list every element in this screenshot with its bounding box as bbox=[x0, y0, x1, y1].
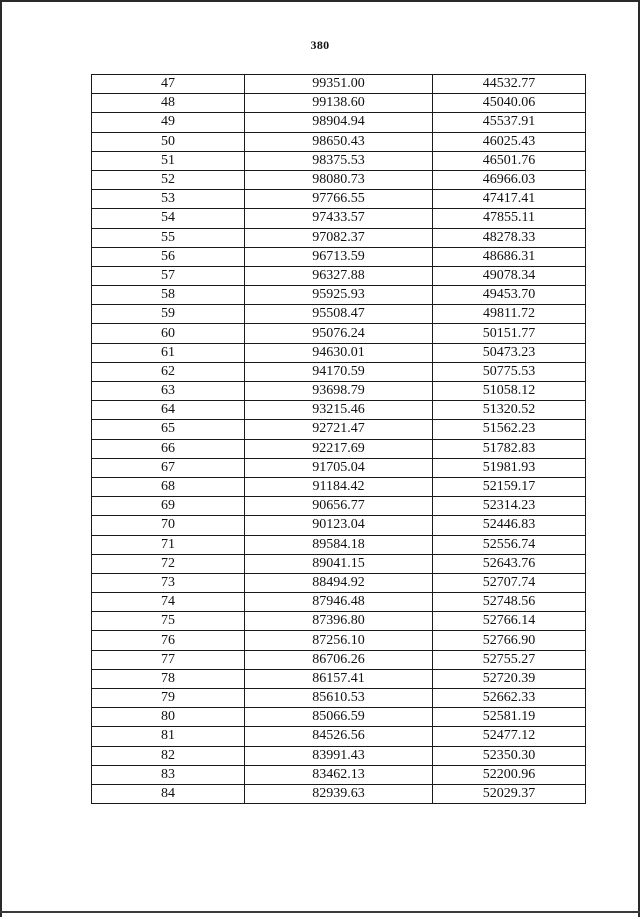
value-b-cell: 52748.56 bbox=[433, 593, 586, 612]
row-index-cell: 60 bbox=[92, 324, 245, 343]
table-row bbox=[92, 113, 586, 132]
table-row bbox=[92, 132, 586, 151]
row-index-cell: 50 bbox=[92, 132, 245, 151]
row-index-cell: 63 bbox=[92, 382, 245, 401]
value-a-cell: 98080.73 bbox=[245, 170, 433, 189]
row-index-cell: 56 bbox=[92, 247, 245, 266]
value-a-cell: 91705.04 bbox=[245, 458, 433, 477]
value-b-cell: 51320.52 bbox=[433, 401, 586, 420]
row-index-cell: 61 bbox=[92, 343, 245, 362]
table-row bbox=[92, 497, 586, 516]
value-b-cell: 50473.23 bbox=[433, 343, 586, 362]
value-a-cell: 92217.69 bbox=[245, 439, 433, 458]
row-index-cell: 48 bbox=[92, 94, 245, 113]
row-index-cell: 72 bbox=[92, 554, 245, 573]
value-b-cell: 52755.27 bbox=[433, 650, 586, 669]
page-border-top bbox=[0, 0, 640, 2]
value-a-cell: 96713.59 bbox=[245, 247, 433, 266]
row-index-cell: 82 bbox=[92, 746, 245, 765]
value-a-cell: 86157.41 bbox=[245, 669, 433, 688]
row-index-cell: 81 bbox=[92, 727, 245, 746]
row-index-cell: 51 bbox=[92, 151, 245, 170]
table-row bbox=[92, 382, 586, 401]
table-row bbox=[92, 401, 586, 420]
row-index-cell: 55 bbox=[92, 228, 245, 247]
value-b-cell: 52446.83 bbox=[433, 516, 586, 535]
table-row bbox=[92, 286, 586, 305]
table-row bbox=[92, 305, 586, 324]
value-b-cell: 52581.19 bbox=[433, 708, 586, 727]
value-a-cell: 87396.80 bbox=[245, 612, 433, 631]
table-row bbox=[92, 477, 586, 496]
value-b-cell: 45537.91 bbox=[433, 113, 586, 132]
table-row bbox=[92, 689, 586, 708]
table-row bbox=[92, 535, 586, 554]
table-row bbox=[92, 362, 586, 381]
value-b-cell: 51782.83 bbox=[433, 439, 586, 458]
row-index-cell: 68 bbox=[92, 477, 245, 496]
row-index-cell: 78 bbox=[92, 669, 245, 688]
table-row bbox=[92, 94, 586, 113]
value-b-cell: 52159.17 bbox=[433, 477, 586, 496]
value-a-cell: 93698.79 bbox=[245, 382, 433, 401]
row-index-cell: 58 bbox=[92, 286, 245, 305]
value-a-cell: 94630.01 bbox=[245, 343, 433, 362]
row-index-cell: 49 bbox=[92, 113, 245, 132]
value-a-cell: 85610.53 bbox=[245, 689, 433, 708]
value-a-cell: 95076.24 bbox=[245, 324, 433, 343]
value-b-cell: 52766.90 bbox=[433, 631, 586, 650]
table-row bbox=[92, 209, 586, 228]
value-b-cell: 47417.41 bbox=[433, 190, 586, 209]
value-a-cell: 95925.93 bbox=[245, 286, 433, 305]
value-b-cell: 51981.93 bbox=[433, 458, 586, 477]
value-b-cell: 48278.33 bbox=[433, 228, 586, 247]
table-row bbox=[92, 75, 586, 94]
table-row bbox=[92, 324, 586, 343]
table-row bbox=[92, 247, 586, 266]
value-a-cell: 87256.10 bbox=[245, 631, 433, 650]
row-index-cell: 47 bbox=[92, 75, 245, 94]
value-b-cell: 45040.06 bbox=[433, 94, 586, 113]
value-a-cell: 88494.92 bbox=[245, 573, 433, 592]
value-b-cell: 44532.77 bbox=[433, 75, 586, 94]
table-row bbox=[92, 343, 586, 362]
value-b-cell: 52720.39 bbox=[433, 669, 586, 688]
table-row bbox=[92, 439, 586, 458]
page-border-bottom bbox=[0, 911, 640, 913]
value-b-cell: 46966.03 bbox=[433, 170, 586, 189]
table-row bbox=[92, 228, 586, 247]
value-a-cell: 99138.60 bbox=[245, 94, 433, 113]
value-b-cell: 51562.23 bbox=[433, 420, 586, 439]
value-b-cell: 52477.12 bbox=[433, 727, 586, 746]
value-a-cell: 98904.94 bbox=[245, 113, 433, 132]
page-border-left bbox=[0, 0, 2, 917]
value-b-cell: 50775.53 bbox=[433, 362, 586, 381]
value-a-cell: 99351.00 bbox=[245, 75, 433, 94]
table-row bbox=[92, 593, 586, 612]
value-b-cell: 50151.77 bbox=[433, 324, 586, 343]
value-b-cell: 52314.23 bbox=[433, 497, 586, 516]
data-table bbox=[91, 74, 586, 804]
value-a-cell: 83462.13 bbox=[245, 765, 433, 784]
value-a-cell: 98650.43 bbox=[245, 132, 433, 151]
value-b-cell: 49078.34 bbox=[433, 266, 586, 285]
table-row bbox=[92, 458, 586, 477]
row-index-cell: 75 bbox=[92, 612, 245, 631]
value-a-cell: 85066.59 bbox=[245, 708, 433, 727]
table-row bbox=[92, 266, 586, 285]
table-row bbox=[92, 573, 586, 592]
value-a-cell: 98375.53 bbox=[245, 151, 433, 170]
row-index-cell: 83 bbox=[92, 765, 245, 784]
table-row bbox=[92, 784, 586, 803]
row-index-cell: 57 bbox=[92, 266, 245, 285]
table-row bbox=[92, 765, 586, 784]
value-a-cell: 90123.04 bbox=[245, 516, 433, 535]
value-b-cell: 52662.33 bbox=[433, 689, 586, 708]
table-row bbox=[92, 420, 586, 439]
row-index-cell: 62 bbox=[92, 362, 245, 381]
value-a-cell: 97433.57 bbox=[245, 209, 433, 228]
row-index-cell: 71 bbox=[92, 535, 245, 554]
value-a-cell: 92721.47 bbox=[245, 420, 433, 439]
table-row bbox=[92, 151, 586, 170]
row-index-cell: 59 bbox=[92, 305, 245, 324]
value-b-cell: 46025.43 bbox=[433, 132, 586, 151]
row-index-cell: 76 bbox=[92, 631, 245, 650]
value-b-cell: 52556.74 bbox=[433, 535, 586, 554]
table-row bbox=[92, 170, 586, 189]
row-index-cell: 65 bbox=[92, 420, 245, 439]
row-index-cell: 80 bbox=[92, 708, 245, 727]
value-b-cell: 51058.12 bbox=[433, 382, 586, 401]
value-a-cell: 97766.55 bbox=[245, 190, 433, 209]
value-a-cell: 94170.59 bbox=[245, 362, 433, 381]
value-a-cell: 90656.77 bbox=[245, 497, 433, 516]
value-b-cell: 52766.14 bbox=[433, 612, 586, 631]
table-row bbox=[92, 650, 586, 669]
row-index-cell: 67 bbox=[92, 458, 245, 477]
value-b-cell: 46501.76 bbox=[433, 151, 586, 170]
value-a-cell: 86706.26 bbox=[245, 650, 433, 669]
value-b-cell: 49811.72 bbox=[433, 305, 586, 324]
value-a-cell: 89584.18 bbox=[245, 535, 433, 554]
row-index-cell: 69 bbox=[92, 497, 245, 516]
row-index-cell: 70 bbox=[92, 516, 245, 535]
value-a-cell: 82939.63 bbox=[245, 784, 433, 803]
page-number: 380 bbox=[310, 38, 330, 52]
table-row bbox=[92, 669, 586, 688]
row-index-cell: 77 bbox=[92, 650, 245, 669]
table-row bbox=[92, 727, 586, 746]
table-row bbox=[92, 612, 586, 631]
value-b-cell: 49453.70 bbox=[433, 286, 586, 305]
table-row bbox=[92, 708, 586, 727]
value-a-cell: 91184.42 bbox=[245, 477, 433, 496]
value-a-cell: 95508.47 bbox=[245, 305, 433, 324]
value-b-cell: 52029.37 bbox=[433, 784, 586, 803]
row-index-cell: 79 bbox=[92, 689, 245, 708]
value-a-cell: 84526.56 bbox=[245, 727, 433, 746]
value-b-cell: 48686.31 bbox=[433, 247, 586, 266]
value-b-cell: 52643.76 bbox=[433, 554, 586, 573]
row-index-cell: 52 bbox=[92, 170, 245, 189]
row-index-cell: 54 bbox=[92, 209, 245, 228]
row-index-cell: 66 bbox=[92, 439, 245, 458]
value-a-cell: 97082.37 bbox=[245, 228, 433, 247]
value-b-cell: 47855.11 bbox=[433, 209, 586, 228]
value-b-cell: 52200.96 bbox=[433, 765, 586, 784]
row-index-cell: 84 bbox=[92, 784, 245, 803]
value-a-cell: 87946.48 bbox=[245, 593, 433, 612]
row-index-cell: 64 bbox=[92, 401, 245, 420]
value-a-cell: 93215.46 bbox=[245, 401, 433, 420]
table-row bbox=[92, 631, 586, 650]
table-row bbox=[92, 746, 586, 765]
table-row bbox=[92, 190, 586, 209]
row-index-cell: 73 bbox=[92, 573, 245, 592]
row-index-cell: 53 bbox=[92, 190, 245, 209]
row-index-cell: 74 bbox=[92, 593, 245, 612]
table-body bbox=[92, 75, 586, 804]
value-a-cell: 89041.15 bbox=[245, 554, 433, 573]
value-a-cell: 96327.88 bbox=[245, 266, 433, 285]
table-row bbox=[92, 554, 586, 573]
data-table-container bbox=[91, 74, 585, 804]
value-a-cell: 83991.43 bbox=[245, 746, 433, 765]
value-b-cell: 52350.30 bbox=[433, 746, 586, 765]
table-row bbox=[92, 516, 586, 535]
value-b-cell: 52707.74 bbox=[433, 573, 586, 592]
